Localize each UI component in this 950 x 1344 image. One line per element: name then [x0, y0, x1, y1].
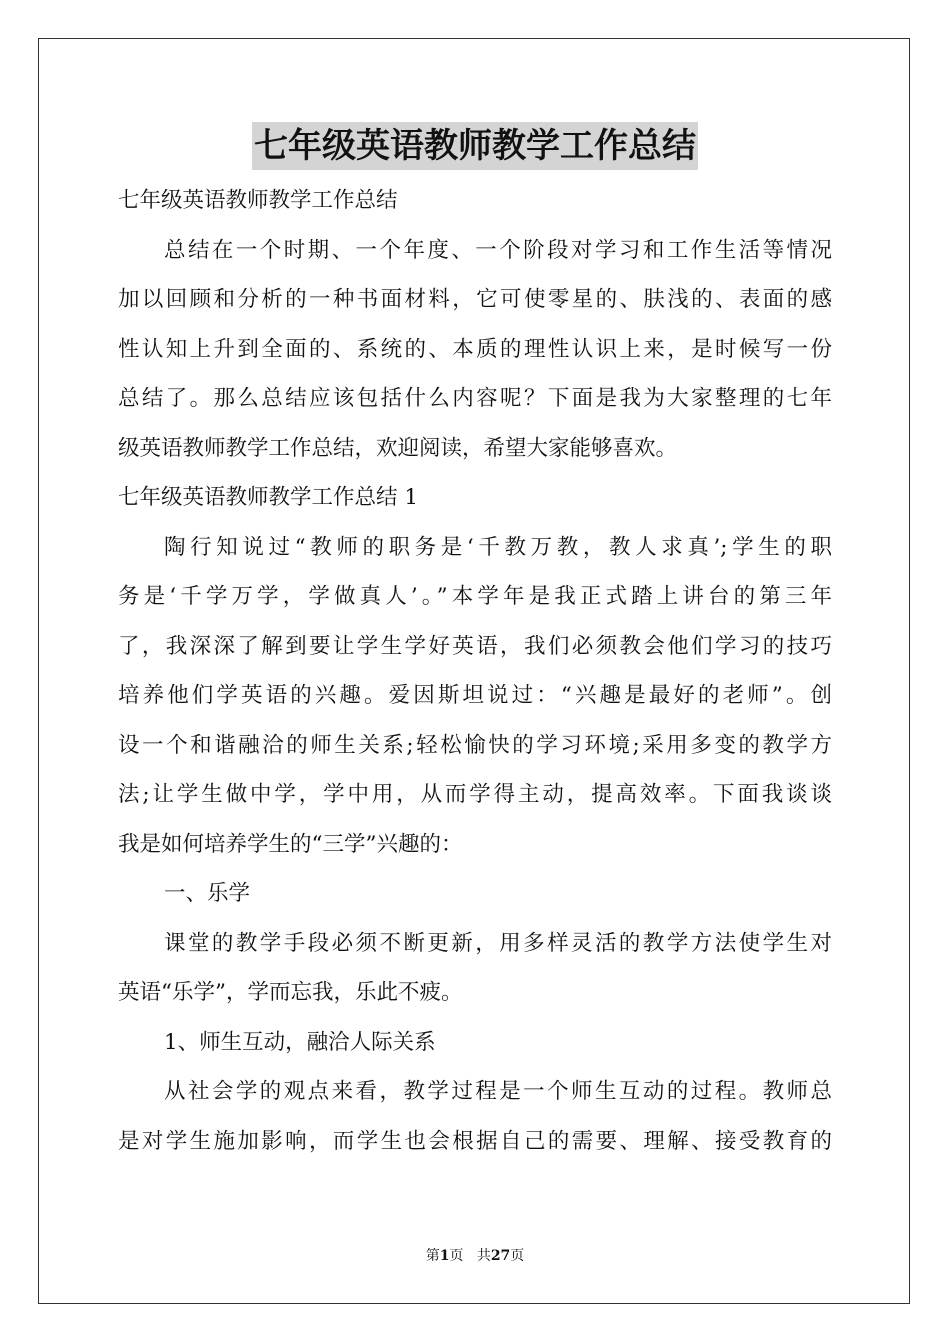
text-line: 法;让学生做中学，学中用，从而学得主动，提高效率。下面我谈谈	[118, 782, 832, 807]
text-line: 培养他们学英语的兴趣。爱因斯坦说过：“兴趣是最好的老师”。创	[118, 683, 832, 708]
document-body	[118, 176, 832, 1166]
title-container	[0, 122, 950, 170]
text-line: 课堂的教学手段必须不断更新，用多样灵活的教学方法使学生对	[164, 930, 832, 956]
text-line: 陶行知说过“教师的职务是‘千教万教，教人求真’;学生的职	[164, 534, 832, 560]
page-number: 1	[439, 1248, 450, 1264]
text-line: 总结在一个时期、一个年度、一个阶段对学习和工作生活等情况	[164, 237, 832, 263]
total-prefix: 共	[476, 1248, 491, 1264]
text-line: 一、乐学	[164, 881, 251, 906]
page-footer	[0, 1246, 950, 1266]
page-prefix: 第	[425, 1248, 440, 1264]
text-line: 七年级英语教师教学工作总结 1	[118, 485, 419, 510]
text-line: 我是如何培养学生的“三学”兴趣的：	[118, 831, 463, 857]
text-line: 七年级英语教师教学工作总结	[118, 188, 398, 213]
text-line: 1、师生互动，融洽人际关系	[164, 1029, 436, 1055]
text-line: 性认知上升到全面的、系统的、本质的理性认识上来，是时候写一份	[118, 336, 832, 362]
text-line: 从社会学的观点来看，教学过程是一个师生互动的过程。教师总	[164, 1079, 832, 1104]
text-line: 加以回顾和分析的一种书面材料，它可使零星的、肤浅的、表面的感	[118, 287, 832, 312]
document-title: 七年级英语教师教学工作总结	[252, 122, 698, 170]
text-line: 务是‘千学万学，学做真人’。”本学年是我正式踏上讲台的第三年	[118, 584, 832, 609]
page-suffix: 页	[449, 1248, 464, 1264]
total-suffix: 页	[510, 1248, 525, 1264]
text-line: 了，我深深了解到要让学生学好英语，我们必须教会他们学习的技巧	[118, 633, 832, 659]
text-line: 总结了。那么总结应该包括什么内容呢？下面是我为大家整理的七年	[118, 386, 832, 411]
text-line: 设一个和谐融洽的师生关系;轻松愉快的学习环境;采用多变的教学方	[118, 732, 832, 758]
text-line: 英语“乐学”，学而忘我，乐此不疲。	[118, 980, 463, 1005]
text-line: 是对学生施加影响，而学生也会根据自己的需要、理解、接受教育的	[118, 1128, 832, 1154]
text-line: 级英语教师教学工作总结，欢迎阅读，希望大家能够喜欢。	[118, 435, 678, 461]
total-pages: 27	[490, 1248, 511, 1264]
